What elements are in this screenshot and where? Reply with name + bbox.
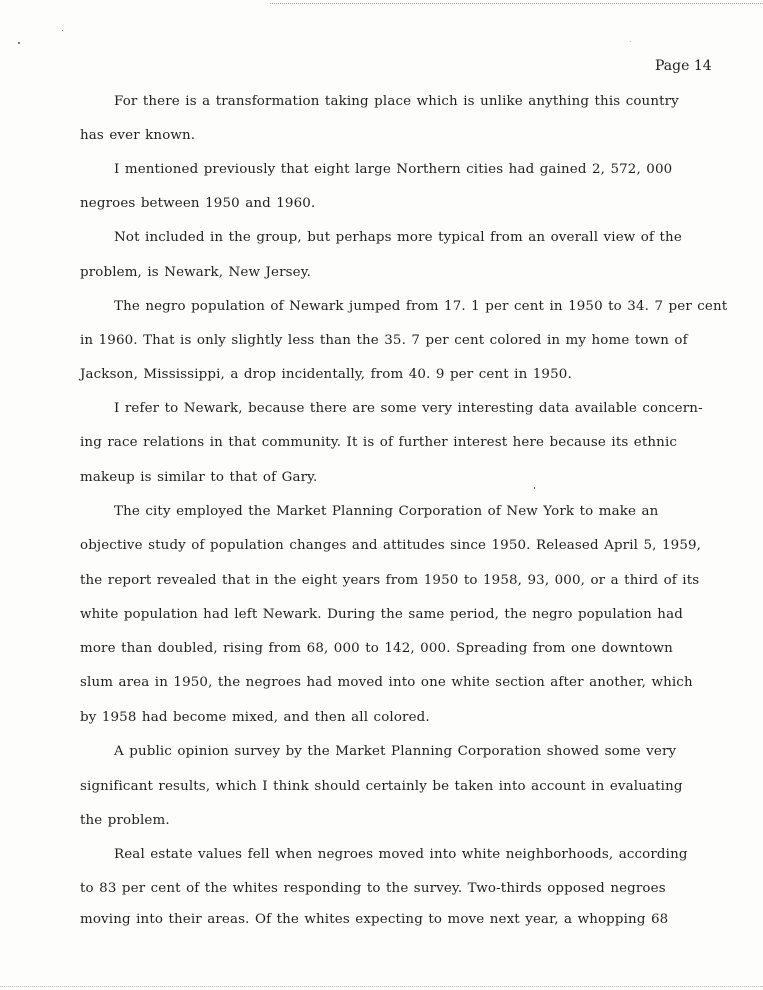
text-line: Not included in the group, but perhaps more typical from an overall view of the xyxy=(114,230,682,245)
text-line: The city employed the Market Planning Corporation of New York to make an xyxy=(114,504,659,519)
text-line: moving into their areas. Of the whites expecting to move next year, a whopping 68 xyxy=(80,912,669,927)
text-line: significant results, which I think should certainly be taken into account in evaluating xyxy=(80,779,683,794)
text-line: the problem. xyxy=(80,813,170,828)
text-line: problem, is Newark, New Jersey. xyxy=(80,265,312,280)
text-line: A public opinion survey by the Market Planning Corporation showed some very xyxy=(114,744,677,759)
text-line: For there is a transformation taking place which is unlike anything this country xyxy=(114,94,679,109)
text-line: by 1958 had become mixed, and then all colored. xyxy=(80,710,430,725)
scan-speck xyxy=(18,42,20,44)
scan-speck xyxy=(534,487,535,489)
scan-edge-top xyxy=(270,3,763,4)
scan-edge-bottom xyxy=(0,986,763,987)
text-line: the report revealed that in the eight years from 1950 to 1958, 93, 000, or a third of its xyxy=(80,573,700,588)
text-line: makeup is similar to that of Gary. xyxy=(80,470,318,485)
text-line: to 83 per cent of the whites responding to the survey. Two-thirds opposed negroes xyxy=(80,881,666,896)
page-number: Page 14 xyxy=(655,58,712,74)
text-line: has ever known. xyxy=(80,128,196,143)
scan-speck xyxy=(630,41,631,42)
text-line: objective study of population changes and attitudes since 1950. Released April 5, 1959, xyxy=(80,538,702,553)
text-line: ing race relations in that community. It is of further interest here because its ethnic xyxy=(80,435,678,450)
text-line: The negro population of Newark jumped from 17. 1 per cent in 1950 to 34. 7 per cent xyxy=(114,299,728,314)
text-line: white population had left Newark. During the same period, the negro population had xyxy=(80,607,683,622)
text-line: Real estate values fell when negroes moved into white neighborhoods, according xyxy=(114,847,688,862)
text-line: I mentioned previously that eight large Northern cities had gained 2, 572, 000 xyxy=(114,162,673,177)
text-line: in 1960. That is only slightly less than the 35. 7 per cent colored in my home town of xyxy=(80,333,688,348)
text-line: I refer to Newark, because there are some very interesting data available concern- xyxy=(114,401,703,416)
text-line: more than doubled, rising from 68, 000 to 142, 000. Spreading from one downtown xyxy=(80,641,673,656)
text-line: slum area in 1950, the negroes had moved into one white section after another, which xyxy=(80,675,693,690)
scan-speck xyxy=(62,30,63,31)
text-line: Jackson, Mississippi, a drop incidentally, from 40. 9 per cent in 1950. xyxy=(80,367,572,382)
text-line: negroes between 1950 and 1960. xyxy=(80,196,316,211)
